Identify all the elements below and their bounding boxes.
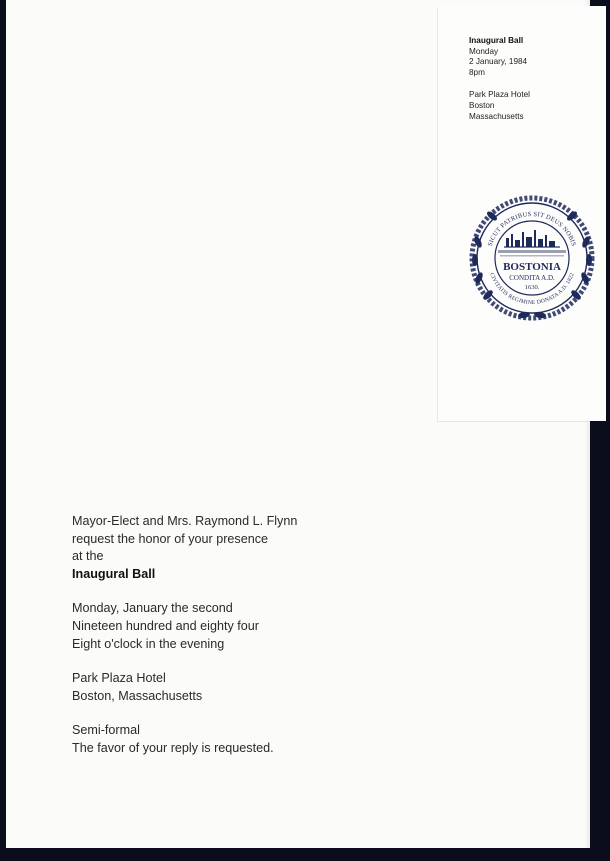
card-title: Inaugural Ball	[469, 36, 524, 45]
card-details	[469, 36, 530, 122]
ticket-card	[438, 6, 606, 421]
city-state-line: Boston, Massachusetts	[72, 688, 203, 703]
event-title: Inaugural Ball	[72, 566, 156, 581]
hosts-line: Mayor-Elect and Mrs. Raymond L. Flynn	[72, 514, 298, 528]
year-line: Nineteen hundred and eighty four	[72, 618, 259, 633]
reply-line: The favor of your reply is requested.	[72, 740, 274, 755]
seal-lower-motto: CIVITATIS REGIMINE DONATA A.D. 1822	[488, 272, 576, 307]
venue-line: Park Plaza Hotel	[72, 671, 166, 686]
card-venue: Park Plaza Hotel	[469, 90, 530, 100]
date-line: Monday, January the second	[72, 601, 233, 616]
dress-code-line: Semi-formal	[72, 723, 140, 738]
card-state: Massachusetts	[469, 111, 524, 121]
seal-year: 1630.	[524, 284, 540, 291]
card-time: 8pm	[469, 67, 485, 77]
at-the-line: at the	[72, 549, 104, 564]
boston-city-seal-icon	[468, 194, 596, 322]
seal-founded: CONDITA A.D.	[509, 274, 555, 282]
card-date: 2 January, 1984	[469, 57, 528, 67]
card-city: Boston	[469, 100, 495, 110]
seal-name: BOSTONIA	[503, 261, 561, 273]
seal-graphic	[468, 194, 596, 322]
invitation-text	[72, 513, 432, 775]
svg-text:SICUT PATRIBUS SIT DEUS NOBIS	[487, 211, 577, 247]
time-line: Eight o'clock in the evening	[72, 636, 225, 651]
card-day: Monday	[469, 46, 499, 56]
request-line: request the honor of your presence	[72, 531, 269, 546]
seal-motto: SICUT PATRIBUS SIT DEUS NOBIS	[486, 210, 578, 248]
